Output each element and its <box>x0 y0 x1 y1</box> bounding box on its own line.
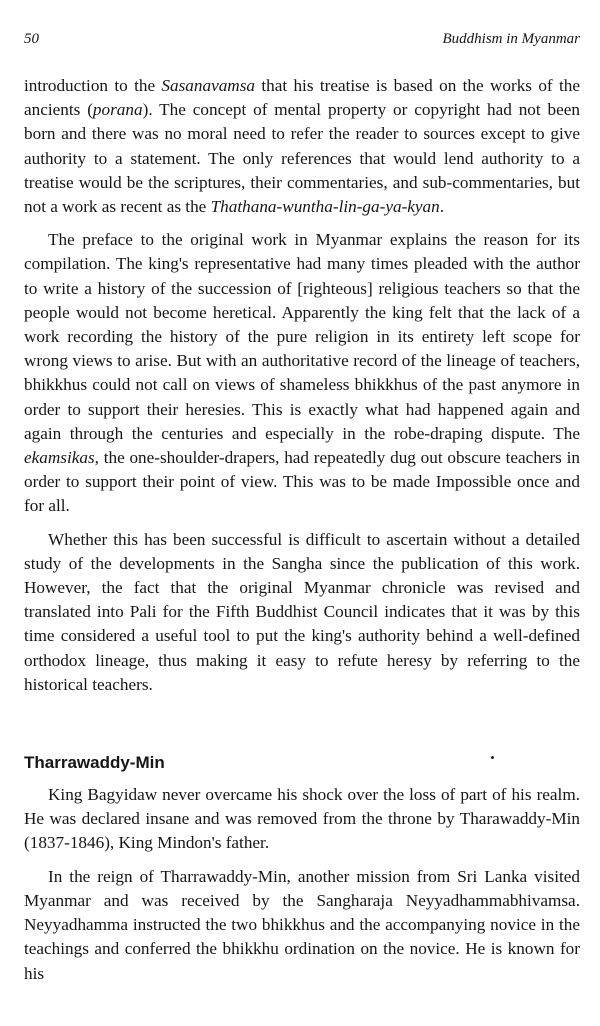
book-title-thathana: Thathana-wuntha-lin-ga-ya-kyan <box>210 197 440 217</box>
paragraph-mission: In the reign of Tharrawaddy-Min, another mission from Sri Lanka visited Myanmar and was received by the Sangharaja Neyyadhammabhivamsa. Neyyadhamma instructed the two bhikkhus and the accompanying novice in the teachings and conferred the bhikkhu ordination on the novice. He is known for his <box>24 866 580 983</box>
paragraph-success: Whether this has been successful is difficult to ascertain without a detailed study of the developments in the Sangha since the publication of this work. However, the fact that the original Myanmar chronicle was revised and translated into Pali for the Fifth Buddhist Council indicates that it was by this time considered a useful tool to put the king's authority behind a well-defined orthodox lineage, thus making it easy to refute heresy by referring to the historical teachers. <box>24 529 580 694</box>
paragraph-text: introduction to the <box>24 76 162 95</box>
paragraph-preface <box>24 228 580 518</box>
running-title: Buddhism in Myanmar <box>442 31 580 47</box>
book-title-sasanavamsa: Sasanavamsa <box>161 76 255 95</box>
page-number: 50 <box>24 31 39 47</box>
paragraph-text: The preface to the original work in Myanmar explains the reason for its compilation. The king's representative had many times pleaded with the author to write a history of the succession of [righteous] religious teachers so that the people would not become heretical. Apparently the king felt that the lack of a work recording the history of the pure religion in its entirety left scope for wrong views to arise. But with an authoritative record of the lineage of teachers, bhikkhus could not call on views of shameless bhikkhus of the past anymore in order to support their heresies. This is exactly what had happened again and again through the centuries and especially in the robe-draping dispute. The <box>24 230 580 443</box>
paragraph-intro-continued <box>24 74 580 219</box>
section-heading: Tharrawaddy-Min <box>24 753 165 773</box>
paragraph-bagyidaw: King Bagyidaw never overcame his shock over the loss of part of his realm. He was declared insane and was removed from the throne by Tharawaddy-Min (1837-1846), King Mindon's father. <box>24 785 580 853</box>
stray-dot-mark <box>491 756 494 759</box>
page-header <box>24 28 580 52</box>
paragraph-text: ). The concept of mental property or copyright had not been born and there was no moral need to refer the reader to sources except to give authority to a statement. The only references that would lend authority to a treatise would be the scriptures, their commentaries, and sub-commentaries, but not a work as recent as the <box>24 100 580 217</box>
paragraph-text: , the one-shoulder-drapers, had repeatedly dug out obscure teachers in order to support their point of view. This was to be made Impossible once and for all. <box>24 448 580 516</box>
paragraph-text: that his treatise is based on the works of the ancients ( <box>24 76 580 120</box>
paragraph-text: . <box>439 197 445 217</box>
term-ekamsikas: ekamsikas <box>24 448 95 468</box>
page-content <box>24 74 580 986</box>
term-porana: porana <box>92 100 143 120</box>
